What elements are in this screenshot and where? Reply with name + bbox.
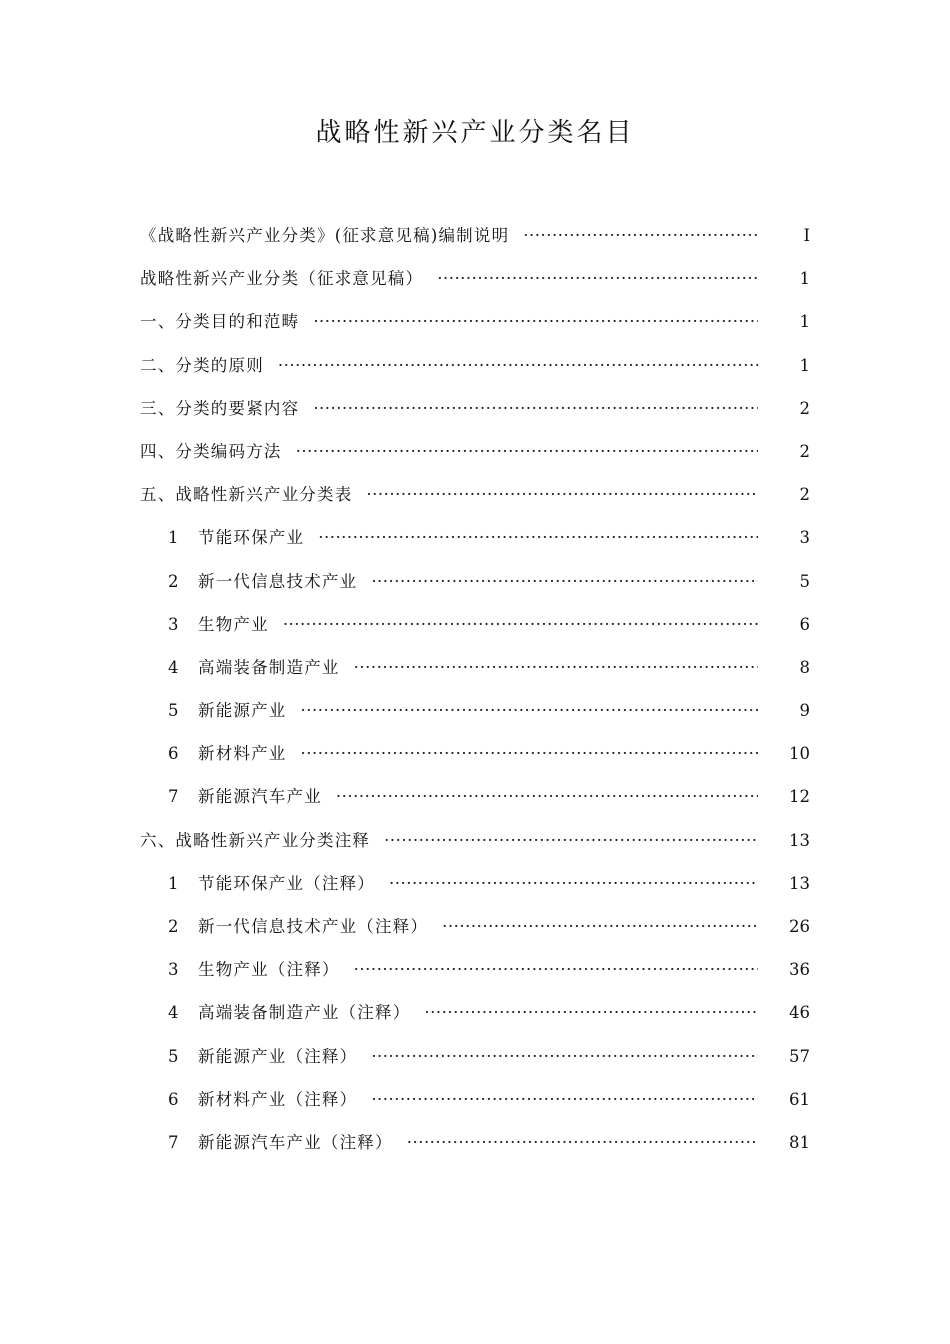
toc-page-number: 61: [789, 1089, 810, 1109]
toc-entry-number: 6: [168, 1089, 180, 1109]
toc-subentry-6-7[interactable]: [140, 1129, 810, 1172]
toc-entry-text: 生物产业（注释）: [198, 960, 340, 980]
toc-page-number: 13: [789, 873, 810, 893]
toc-entry-label: [140, 740, 287, 764]
toc-page-number: 1: [799, 269, 810, 289]
toc-subentry-6-1[interactable]: [140, 870, 810, 913]
toc-entry-label: [140, 1086, 357, 1110]
toc-entry-text: 生物产业: [198, 614, 269, 634]
toc-leader-dots: [407, 1133, 758, 1152]
toc-entry-number: 2: [168, 571, 180, 591]
toc-subentry-5-6[interactable]: [140, 740, 810, 783]
toc-leader-dots: [384, 831, 758, 850]
toc-page-number: 81: [789, 1132, 810, 1152]
toc-entry-text: 节能环保产业: [198, 528, 305, 548]
toc-subentry-6-4[interactable]: [140, 999, 810, 1042]
toc-entry-label: [140, 568, 357, 592]
toc-subentry-5-4[interactable]: [140, 654, 810, 697]
toc-entry-text: 新能源汽车产业（注释）: [198, 1132, 393, 1152]
toc-entry-section-2[interactable]: [140, 352, 810, 395]
toc-entry-section-5[interactable]: [140, 481, 810, 524]
toc-entry-text: 新材料产业（注释）: [198, 1089, 358, 1109]
toc-leader-dots: [278, 356, 758, 375]
toc-entry-label: [140, 524, 304, 548]
toc-subentry-5-7[interactable]: [140, 783, 810, 826]
toc-entry-label: 六、战略性新兴产业分类注释: [140, 830, 371, 850]
toc-entry-text: 新能源产业（注释）: [198, 1046, 358, 1066]
toc-leader-dots: [366, 485, 758, 504]
toc-subentry-6-5[interactable]: [140, 1043, 810, 1086]
toc-entry-number: 3: [168, 960, 180, 980]
toc-page-number: 1: [799, 312, 810, 332]
toc-leader-dots: [283, 615, 758, 634]
toc-leader-dots: [313, 399, 758, 418]
toc-entry-label: 战略性新兴产业分类（征求意见稿）: [140, 269, 424, 289]
toc-subentry-5-5[interactable]: [140, 697, 810, 740]
toc-page-number: 26: [789, 917, 810, 936]
toc-subentry-5-1[interactable]: [140, 524, 810, 567]
toc-subentry-6-6[interactable]: [140, 1086, 810, 1129]
toc-leader-dots: [437, 269, 758, 288]
toc-entry-section-3[interactable]: [140, 395, 810, 438]
toc-page-number: 12: [789, 787, 810, 807]
toc-entry-compilation-notes[interactable]: [140, 222, 810, 265]
toc-entry-section-1[interactable]: [140, 308, 810, 351]
toc-page-number: 5: [799, 571, 810, 591]
toc-page-number: 36: [789, 960, 810, 980]
toc-subentry-6-3[interactable]: [140, 956, 810, 999]
toc-entry-label: [140, 913, 428, 937]
toc-entry-classification-draft[interactable]: [140, 265, 810, 308]
toc-page-number: 2: [799, 441, 810, 461]
toc-entry-label: [140, 783, 322, 807]
toc-entry-number: 2: [168, 917, 180, 936]
toc-leader-dots: [296, 442, 758, 461]
toc-entry-label: [140, 956, 340, 980]
toc-entry-label: 五、战略性新兴产业分类表: [140, 485, 353, 505]
toc-entry-label: [140, 1129, 393, 1153]
toc-entry-label: 三、分类的要紧内容: [140, 398, 300, 418]
toc-leader-dots: [354, 960, 758, 979]
toc-entry-number: 5: [168, 701, 180, 721]
toc-entry-section-4[interactable]: [140, 438, 810, 481]
toc-page-number: 10: [789, 744, 810, 764]
toc-page-number: 2: [799, 398, 810, 418]
toc-page-number: 46: [789, 1003, 810, 1023]
toc-leader-dots: [301, 701, 759, 720]
toc-entry-section-6[interactable]: [140, 827, 810, 870]
toc-entry-text: 新一代信息技术产业（注释）: [198, 917, 429, 936]
toc-entry-number: 4: [168, 1003, 180, 1023]
toc-leader-dots: [318, 528, 758, 547]
toc-entry-label: [140, 654, 340, 678]
toc-entry-label: 一、分类目的和范畴: [140, 312, 300, 332]
toc-leader-dots: [523, 226, 758, 245]
toc-leader-dots: [424, 1003, 758, 1022]
toc-entry-label: 《战略性新兴产业分类》(征求意见稿)编制说明: [140, 226, 510, 245]
toc-leader-dots: [442, 917, 758, 936]
toc-entry-label: [140, 1043, 357, 1067]
toc-page-number: 9: [799, 701, 810, 721]
toc-entry-text: 节能环保产业（注释）: [198, 873, 375, 893]
toc-entry-label: [140, 999, 410, 1023]
toc-entry-number: 4: [168, 657, 180, 677]
toc-page-number: 13: [789, 830, 810, 850]
toc-entry-number: 1: [168, 528, 180, 548]
toc-leader-dots: [371, 1047, 758, 1066]
toc-page-number: 2: [799, 485, 810, 505]
toc-entry-number: 1: [168, 873, 180, 893]
toc-leader-dots: [389, 874, 758, 893]
toc-entry-number: 5: [168, 1046, 180, 1066]
toc-leader-dots: [336, 787, 758, 806]
toc-entry-label: [140, 697, 287, 721]
toc-leader-dots: [313, 312, 758, 331]
toc-entry-text: 高端装备制造产业: [198, 657, 340, 677]
toc-leader-dots: [371, 1090, 758, 1109]
toc-page-number: 57: [789, 1046, 810, 1066]
toc-leader-dots: [371, 572, 758, 591]
page-title: 战略性新兴产业分类名目: [315, 118, 635, 148]
toc-entry-text: 新能源产业: [198, 701, 287, 721]
toc-entry-text: 新能源汽车产业: [198, 787, 322, 807]
toc-entry-label: [140, 611, 269, 635]
toc-page-number: 3: [799, 528, 810, 548]
toc-subentry-5-3[interactable]: [140, 611, 810, 654]
toc-subentry-5-2[interactable]: [140, 568, 810, 611]
toc-entry-label: [140, 870, 375, 894]
toc-entry-number: 7: [168, 1132, 180, 1152]
toc-page-number: 6: [799, 614, 810, 634]
toc-leader-dots: [354, 658, 758, 677]
toc-entry-number: 6: [168, 744, 180, 764]
toc-page-number: I: [803, 226, 810, 245]
toc-entry-label: 二、分类的原则: [140, 355, 264, 375]
toc-page-number: 8: [799, 657, 810, 677]
toc-entry-text: 新一代信息技术产业: [198, 571, 358, 591]
toc-subentry-6-2[interactable]: [140, 913, 810, 956]
toc-entry-text: 新材料产业: [198, 744, 287, 764]
toc-page-number: 1: [799, 355, 810, 375]
toc-entry-label: 四、分类编码方法: [140, 441, 282, 461]
toc-entry-number: 7: [168, 787, 180, 807]
toc-leader-dots: [301, 744, 759, 763]
toc-entry-text: 高端装备制造产业（注释）: [198, 1003, 411, 1023]
table-of-contents: [140, 222, 810, 1172]
toc-entry-number: 3: [168, 614, 180, 634]
